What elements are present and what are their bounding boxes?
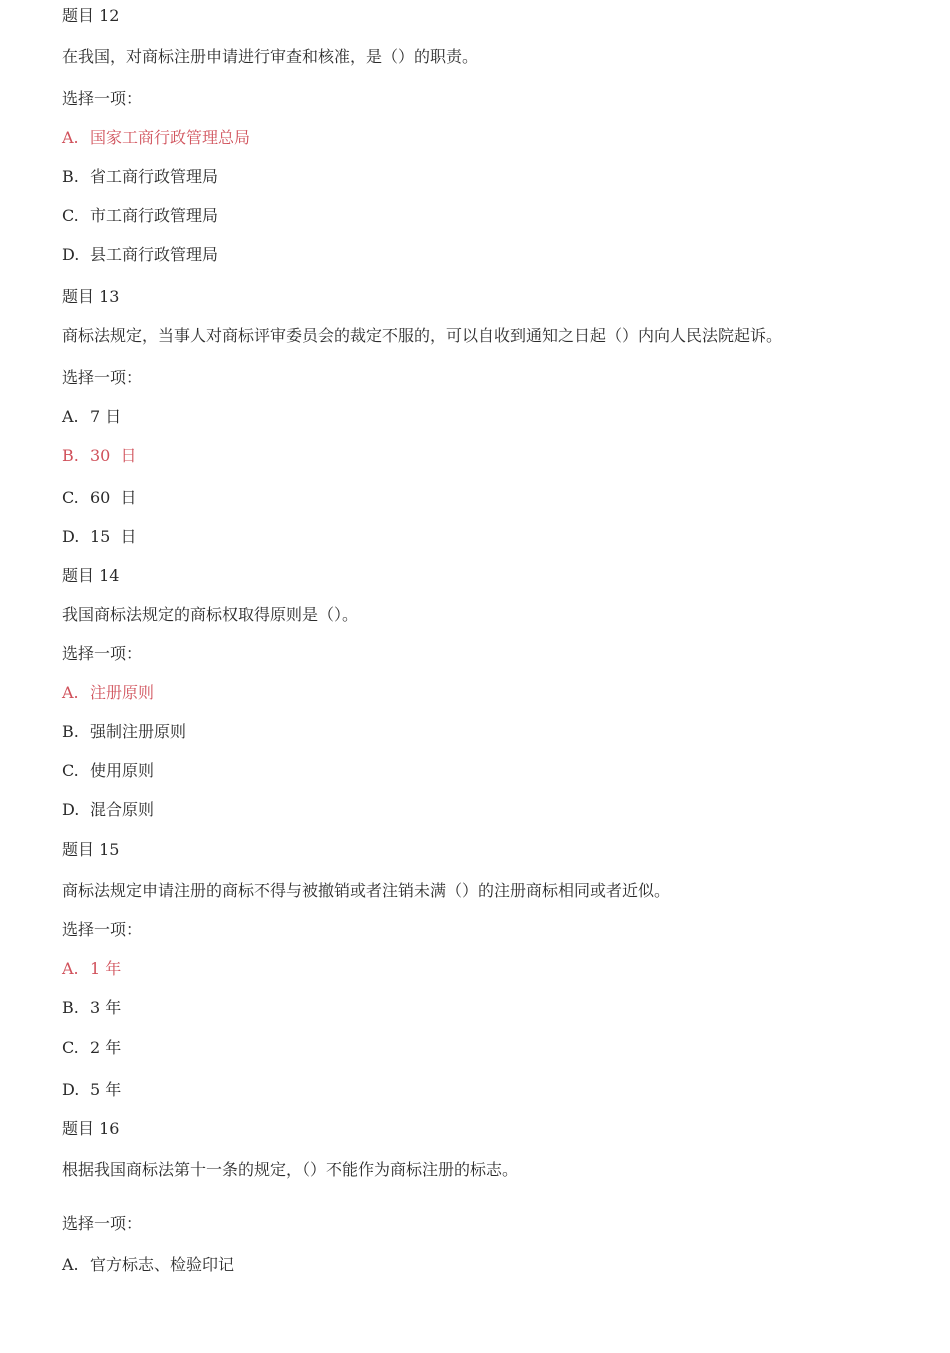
option-text: 1 年: [90, 959, 122, 978]
question-title: 题目 15: [62, 840, 120, 859]
option-text: 市工商行政管理局: [90, 206, 219, 225]
option-letter: B.: [62, 722, 79, 741]
option-text: 5 年: [90, 1080, 122, 1099]
option-letter: C.: [62, 1038, 79, 1057]
option-a[interactable]: [62, 683, 154, 703]
option-c[interactable]: [62, 206, 218, 226]
option-c[interactable]: [62, 488, 137, 508]
option-letter: D.: [62, 245, 80, 264]
choose-label: 选择一项：: [62, 920, 143, 939]
option-letter: A.: [62, 683, 79, 702]
option-letter: C.: [62, 761, 79, 780]
option-d[interactable]: [62, 800, 154, 820]
option-b[interactable]: [62, 722, 186, 742]
option-text: 30 日: [90, 446, 137, 465]
question-title: 题目 13: [62, 287, 120, 306]
option-letter: A.: [62, 1255, 79, 1274]
option-text: 60 日: [90, 488, 137, 507]
question-text: 根据我国商标法第十一条的规定，（）不能作为商标注册的标志。: [62, 1160, 519, 1179]
question-text: 我国商标法规定的商标权取得原则是（）。: [62, 605, 359, 624]
option-letter: C.: [62, 488, 79, 507]
option-b[interactable]: [62, 446, 137, 466]
option-a[interactable]: [62, 128, 250, 148]
option-c[interactable]: [62, 1038, 121, 1058]
question-text: 在我国，对商标注册申请进行审查和核准，是（）的职责。: [62, 47, 479, 66]
option-d[interactable]: [62, 527, 137, 547]
choose-label: 选择一项：: [62, 368, 143, 387]
option-b[interactable]: [62, 998, 121, 1018]
choose-label: 选择一项：: [62, 89, 143, 108]
option-text: 混合原则: [90, 800, 155, 819]
option-text: 国家工商行政管理总局: [90, 128, 251, 147]
option-text: 2 年: [90, 1038, 122, 1057]
question-title: 题目 12: [62, 6, 120, 25]
option-text: 15 日: [90, 527, 137, 546]
choose-label: 选择一项：: [62, 644, 143, 663]
option-letter: B.: [62, 167, 79, 186]
option-text: 注册原则: [90, 683, 155, 702]
option-text: 强制注册原则: [90, 722, 187, 741]
option-text: 7 日: [90, 407, 122, 426]
option-text: 使用原则: [90, 761, 155, 780]
option-letter: D.: [62, 527, 80, 546]
option-a[interactable]: [62, 1255, 234, 1275]
question-title: 题目 16: [62, 1119, 120, 1138]
option-a[interactable]: [62, 959, 121, 979]
option-letter: A.: [62, 128, 79, 147]
choose-label: 选择一项：: [62, 1214, 143, 1233]
option-text: 3 年: [90, 998, 122, 1017]
option-letter: B.: [62, 446, 79, 465]
option-letter: D.: [62, 1080, 80, 1099]
option-letter: C.: [62, 206, 79, 225]
option-letter: B.: [62, 998, 79, 1017]
option-letter: D.: [62, 800, 80, 819]
option-a[interactable]: [62, 407, 121, 427]
option-c[interactable]: [62, 761, 154, 781]
question-text: 商标法规定，当事人对商标评审委员会的裁定不服的，可以自收到通知之日起（）内向人民法院起诉。: [62, 326, 783, 345]
option-text: 官方标志、检验印记: [90, 1255, 235, 1274]
option-text: 县工商行政管理局: [90, 245, 219, 264]
option-d[interactable]: [62, 1080, 121, 1100]
option-text: 省工商行政管理局: [90, 167, 219, 186]
option-b[interactable]: [62, 167, 218, 187]
option-letter: A.: [62, 959, 79, 978]
question-title: 题目 14: [62, 566, 120, 585]
question-text: 商标法规定申请注册的商标不得与被撤销或者注销未满（）的注册商标相同或者近似。: [62, 881, 671, 900]
option-d[interactable]: [62, 245, 218, 265]
option-letter: A.: [62, 407, 79, 426]
